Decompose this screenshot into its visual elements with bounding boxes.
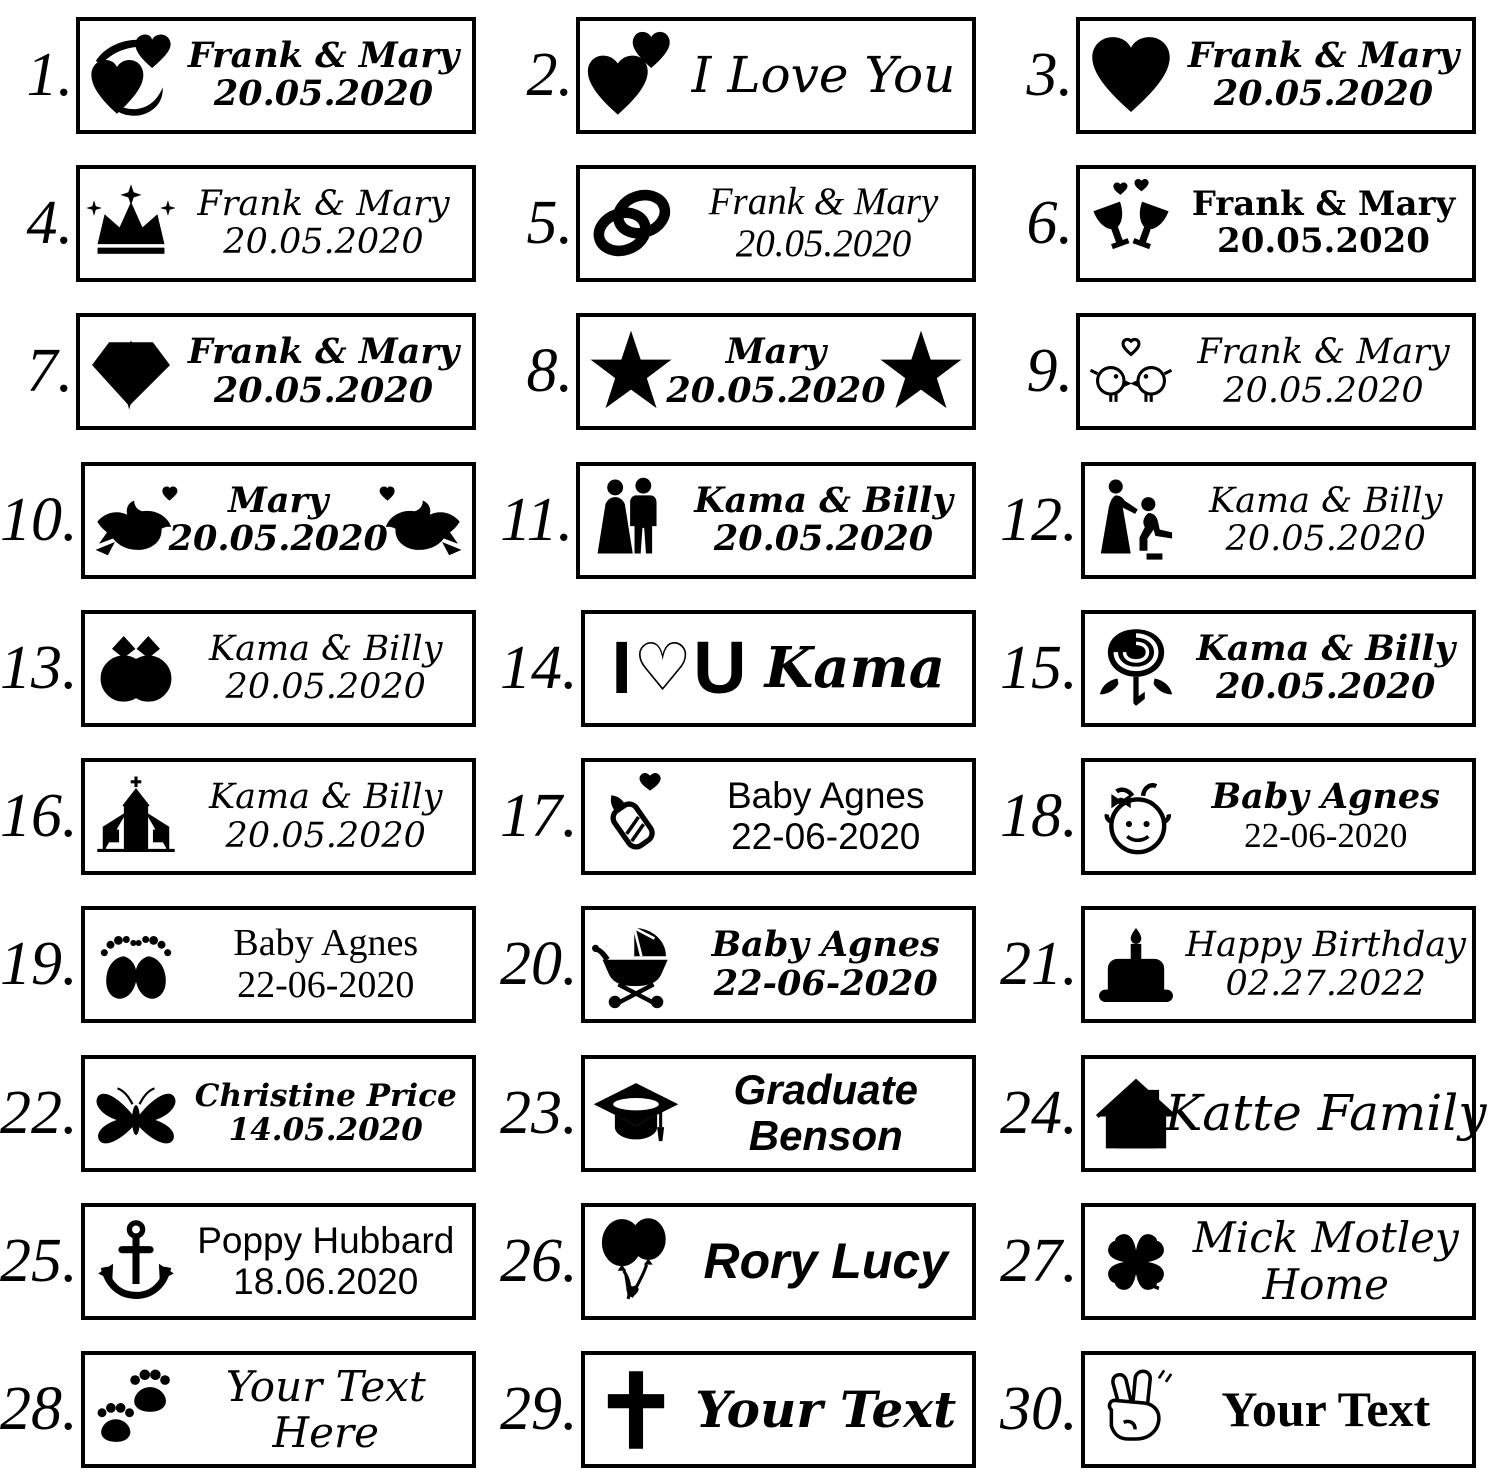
label-preview — [81, 906, 477, 1023]
option-number: 19. — [0, 930, 78, 999]
label-text — [180, 1361, 473, 1457]
label-option — [0, 594, 500, 742]
label-option — [500, 742, 1000, 890]
label-option — [500, 891, 1000, 1039]
label-option — [0, 1187, 500, 1335]
label-text — [680, 1380, 973, 1440]
label-line: 20.05.2020 — [1223, 370, 1424, 411]
option-number: 30. — [1000, 1375, 1078, 1444]
label-line: 20.05.2020 — [1213, 73, 1434, 115]
option-number: 8. — [526, 337, 573, 406]
church-icon — [92, 767, 180, 867]
label-line: 20.05.2020 — [168, 518, 388, 560]
label-text — [1164, 1083, 1487, 1142]
label-line: Frank & Mary — [1197, 332, 1450, 373]
option-number: 16. — [0, 782, 78, 851]
label-text — [1175, 34, 1472, 115]
label-line: 20.05.2020 — [1217, 221, 1430, 262]
option-number: 28. — [0, 1375, 78, 1444]
paw-prints-icon — [92, 1360, 180, 1460]
letter-u: U — [693, 626, 747, 710]
iou-text-group — [585, 626, 973, 710]
label-preview — [581, 906, 977, 1023]
label-preview — [76, 17, 476, 134]
dove-icon-mirrored — [377, 470, 465, 570]
label-preview — [1081, 1055, 1487, 1172]
label-line: Graduate — [733, 1066, 918, 1114]
label-line: Katte Family — [1164, 1083, 1487, 1142]
label-preview — [81, 1055, 477, 1172]
rose-icon — [1092, 618, 1180, 718]
label-line: Christine Price — [194, 1078, 457, 1115]
label-line: Baby Agnes — [1211, 776, 1440, 818]
label-preview — [81, 1203, 477, 1320]
label-preview — [581, 1203, 977, 1320]
label-line: 02.27.2022 — [1225, 963, 1426, 1004]
label-text — [1180, 1215, 1473, 1307]
option-number: 29. — [500, 1375, 578, 1444]
label-line: Frank & Mary — [187, 34, 460, 76]
label-line: Here — [272, 1407, 379, 1457]
label-text — [168, 479, 388, 560]
label-line: Your Text — [695, 1380, 957, 1440]
label-line: Kama & Billy — [1208, 480, 1443, 521]
label-line: 20.05.2020 — [223, 222, 424, 263]
label-option — [500, 594, 1000, 742]
label-option — [1000, 1336, 1500, 1484]
label-preview — [581, 1055, 977, 1172]
label-line: Frank & Mary — [1191, 184, 1456, 225]
label-option — [500, 1336, 1000, 1484]
label-option — [1000, 1039, 1500, 1187]
label-option — [1000, 298, 1500, 446]
graduation-cap-icon — [592, 1063, 680, 1163]
option-number: 24. — [1000, 1078, 1078, 1147]
label-line: 18.06.2020 — [233, 1260, 419, 1302]
option-number: 10. — [0, 485, 78, 554]
label-preview — [576, 17, 976, 134]
star-icon — [587, 322, 675, 422]
label-line: 20.05.2020 — [225, 815, 426, 856]
proposal-icon — [1092, 470, 1180, 570]
label-preview — [81, 462, 477, 579]
dove-icon — [92, 470, 180, 570]
label-line: Mary — [725, 331, 827, 373]
label-line: Poppy Hubbard — [197, 1219, 455, 1261]
anchor-icon — [92, 1212, 180, 1312]
option-number: 9. — [1026, 337, 1073, 406]
label-preview — [76, 313, 476, 430]
label-text — [680, 1067, 973, 1159]
label-preview — [1081, 462, 1477, 579]
option-number: 23. — [500, 1078, 578, 1147]
option-number: 25. — [0, 1227, 78, 1296]
hearts-swoosh-icon — [87, 25, 175, 125]
label-option — [0, 1039, 500, 1187]
label-option — [1000, 594, 1500, 742]
label-preview — [1076, 313, 1476, 430]
label-text — [175, 333, 472, 410]
label-preview — [581, 610, 977, 727]
option-number: 13. — [0, 633, 78, 702]
label-preview — [1081, 610, 1477, 727]
label-line: Frank & Mary — [187, 331, 460, 373]
label-line: 20.05.2020 — [1225, 519, 1426, 560]
label-line: Frank & Mary — [708, 179, 939, 223]
wedding-rings-icon — [587, 173, 675, 273]
option-number: 21. — [1000, 930, 1078, 999]
label-preview — [576, 313, 976, 430]
label-option — [1000, 149, 1500, 297]
label-line: Frank & Mary — [1187, 34, 1460, 76]
label-line: 20.05.2020 — [735, 222, 912, 266]
label-option — [0, 1, 500, 149]
label-text — [666, 331, 886, 411]
label-line: Frank & Mary — [197, 183, 450, 224]
clover-icon — [1092, 1212, 1180, 1312]
heart-icon — [1087, 25, 1175, 125]
label-preview — [1076, 165, 1476, 282]
label-preview — [576, 462, 976, 579]
diamond-icon — [87, 322, 175, 422]
label-line: 20.05.2020 — [213, 73, 434, 115]
label-option — [0, 891, 500, 1039]
option-number: 27. — [1000, 1227, 1078, 1296]
label-option — [0, 149, 500, 297]
label-option — [1000, 1, 1500, 149]
label-line: 22-06-2020 — [731, 815, 921, 857]
label-line: Rory Lucy — [703, 1233, 948, 1290]
label-preview — [581, 1351, 977, 1468]
star-icon — [877, 322, 965, 422]
balloons-icon — [592, 1212, 680, 1312]
label-preview — [1081, 1351, 1477, 1468]
label-line: Baby Agnes — [711, 924, 940, 966]
label-text — [680, 776, 973, 857]
label-line: Kama & Billy — [1196, 627, 1456, 669]
label-line: Happy Birthday — [1185, 925, 1466, 966]
wine-glasses-icon — [1087, 173, 1175, 273]
label-line: Home — [1262, 1259, 1390, 1309]
love-birds-icon — [1087, 322, 1175, 422]
label-option — [500, 149, 1000, 297]
label-preview — [581, 758, 977, 875]
label-preview — [81, 610, 477, 727]
label-line: 20.05.2020 — [213, 369, 434, 411]
label-preview — [76, 165, 476, 282]
label-line: Benson — [748, 1112, 903, 1160]
label-line: Your Text — [225, 1361, 426, 1411]
label-text — [680, 926, 973, 1003]
label-line: 20.05.2020 — [1216, 666, 1436, 708]
option-number: 20. — [500, 930, 578, 999]
label-text — [1180, 926, 1473, 1003]
label-option — [1000, 742, 1500, 890]
label-option — [0, 446, 500, 594]
label-text — [675, 45, 972, 104]
option-number: 2. — [526, 40, 573, 109]
label-text — [175, 34, 472, 115]
option-number: 17. — [500, 782, 578, 851]
label-line: 14.05.2020 — [228, 1112, 423, 1149]
label-text — [175, 185, 472, 262]
label-line: Your Text — [1221, 1381, 1431, 1438]
label-preview — [81, 758, 477, 875]
label-preview — [1076, 17, 1476, 134]
label-option — [0, 298, 500, 446]
label-preview — [576, 165, 976, 282]
label-line: Mary — [228, 479, 329, 521]
label-line: Kama & Billy — [694, 479, 953, 521]
label-line: Mick Motley — [1192, 1213, 1459, 1263]
baby-feet-icon — [92, 915, 180, 1015]
label-preview — [81, 1351, 477, 1468]
two-hearts-icon — [587, 25, 675, 125]
bride-groom-icon — [587, 470, 675, 570]
label-text — [180, 1079, 473, 1147]
label-line: 20.05.2020 — [225, 667, 426, 708]
birthday-cake-icon — [1092, 915, 1180, 1015]
label-preview — [1081, 1203, 1477, 1320]
option-number: 18. — [1000, 782, 1078, 851]
label-preview — [1081, 906, 1477, 1023]
label-line: 22-06-2020 — [1244, 815, 1408, 855]
option-number: 1. — [26, 40, 73, 109]
option-number: 14. — [500, 633, 578, 702]
option-number: 4. — [26, 188, 73, 257]
label-option — [1000, 446, 1500, 594]
label-line: Kama & Billy — [208, 628, 443, 669]
option-number: 5. — [526, 188, 573, 257]
label-option — [0, 742, 500, 890]
crown-icon — [87, 173, 175, 273]
label-option — [0, 1336, 500, 1484]
label-text — [675, 181, 972, 267]
label-text — [180, 923, 473, 1007]
option-number: 6. — [1026, 188, 1073, 257]
diamond-rings-icon — [92, 618, 180, 718]
option-number: 15. — [1000, 633, 1078, 702]
label-line: Baby Agnes — [233, 922, 419, 965]
stroller-icon — [592, 915, 680, 1015]
label-line: 22-06-2020 — [713, 962, 938, 1004]
baby-face-icon — [1092, 767, 1180, 867]
label-text — [1180, 482, 1473, 559]
label-text — [1175, 333, 1472, 410]
label-text — [680, 1234, 973, 1289]
label-text — [1180, 627, 1473, 708]
baby-bottle-icon — [592, 767, 680, 867]
label-text — [1180, 1382, 1473, 1437]
butterfly-icon — [92, 1063, 180, 1163]
label-line: Kama & Billy — [208, 777, 443, 818]
option-number: 7. — [26, 337, 73, 406]
label-text — [1180, 778, 1473, 855]
label-text — [675, 479, 972, 560]
label-option — [500, 1039, 1000, 1187]
label-option — [1000, 891, 1500, 1039]
heart-outline-glyph: ♡ — [632, 629, 693, 707]
label-line: 22-06-2020 — [237, 963, 415, 1006]
label-line: I Love You — [691, 45, 956, 104]
cross-icon — [592, 1360, 680, 1460]
label-line: 20.05.2020 — [713, 518, 934, 560]
option-number: 3. — [1026, 40, 1073, 109]
option-number: 11. — [500, 485, 573, 554]
label-line: 20.05.2020 — [666, 369, 886, 411]
label-preview — [1081, 758, 1477, 875]
label-option — [500, 1187, 1000, 1335]
option-number: 22. — [0, 1078, 78, 1147]
label-option — [1000, 1187, 1500, 1335]
label-text — [180, 630, 473, 707]
label-option — [500, 1, 1000, 149]
kama-script-text: Kama — [764, 635, 946, 702]
option-number: 26. — [500, 1227, 578, 1296]
label-line: Baby Agnes — [727, 774, 925, 816]
label-text — [180, 778, 473, 855]
label-text — [1175, 186, 1472, 261]
label-option — [500, 446, 1000, 594]
letter-i: I — [611, 626, 632, 710]
label-option — [500, 298, 1000, 446]
peace-hand-icon — [1092, 1360, 1180, 1460]
option-number: 12. — [1000, 485, 1078, 554]
label-text — [180, 1221, 473, 1302]
